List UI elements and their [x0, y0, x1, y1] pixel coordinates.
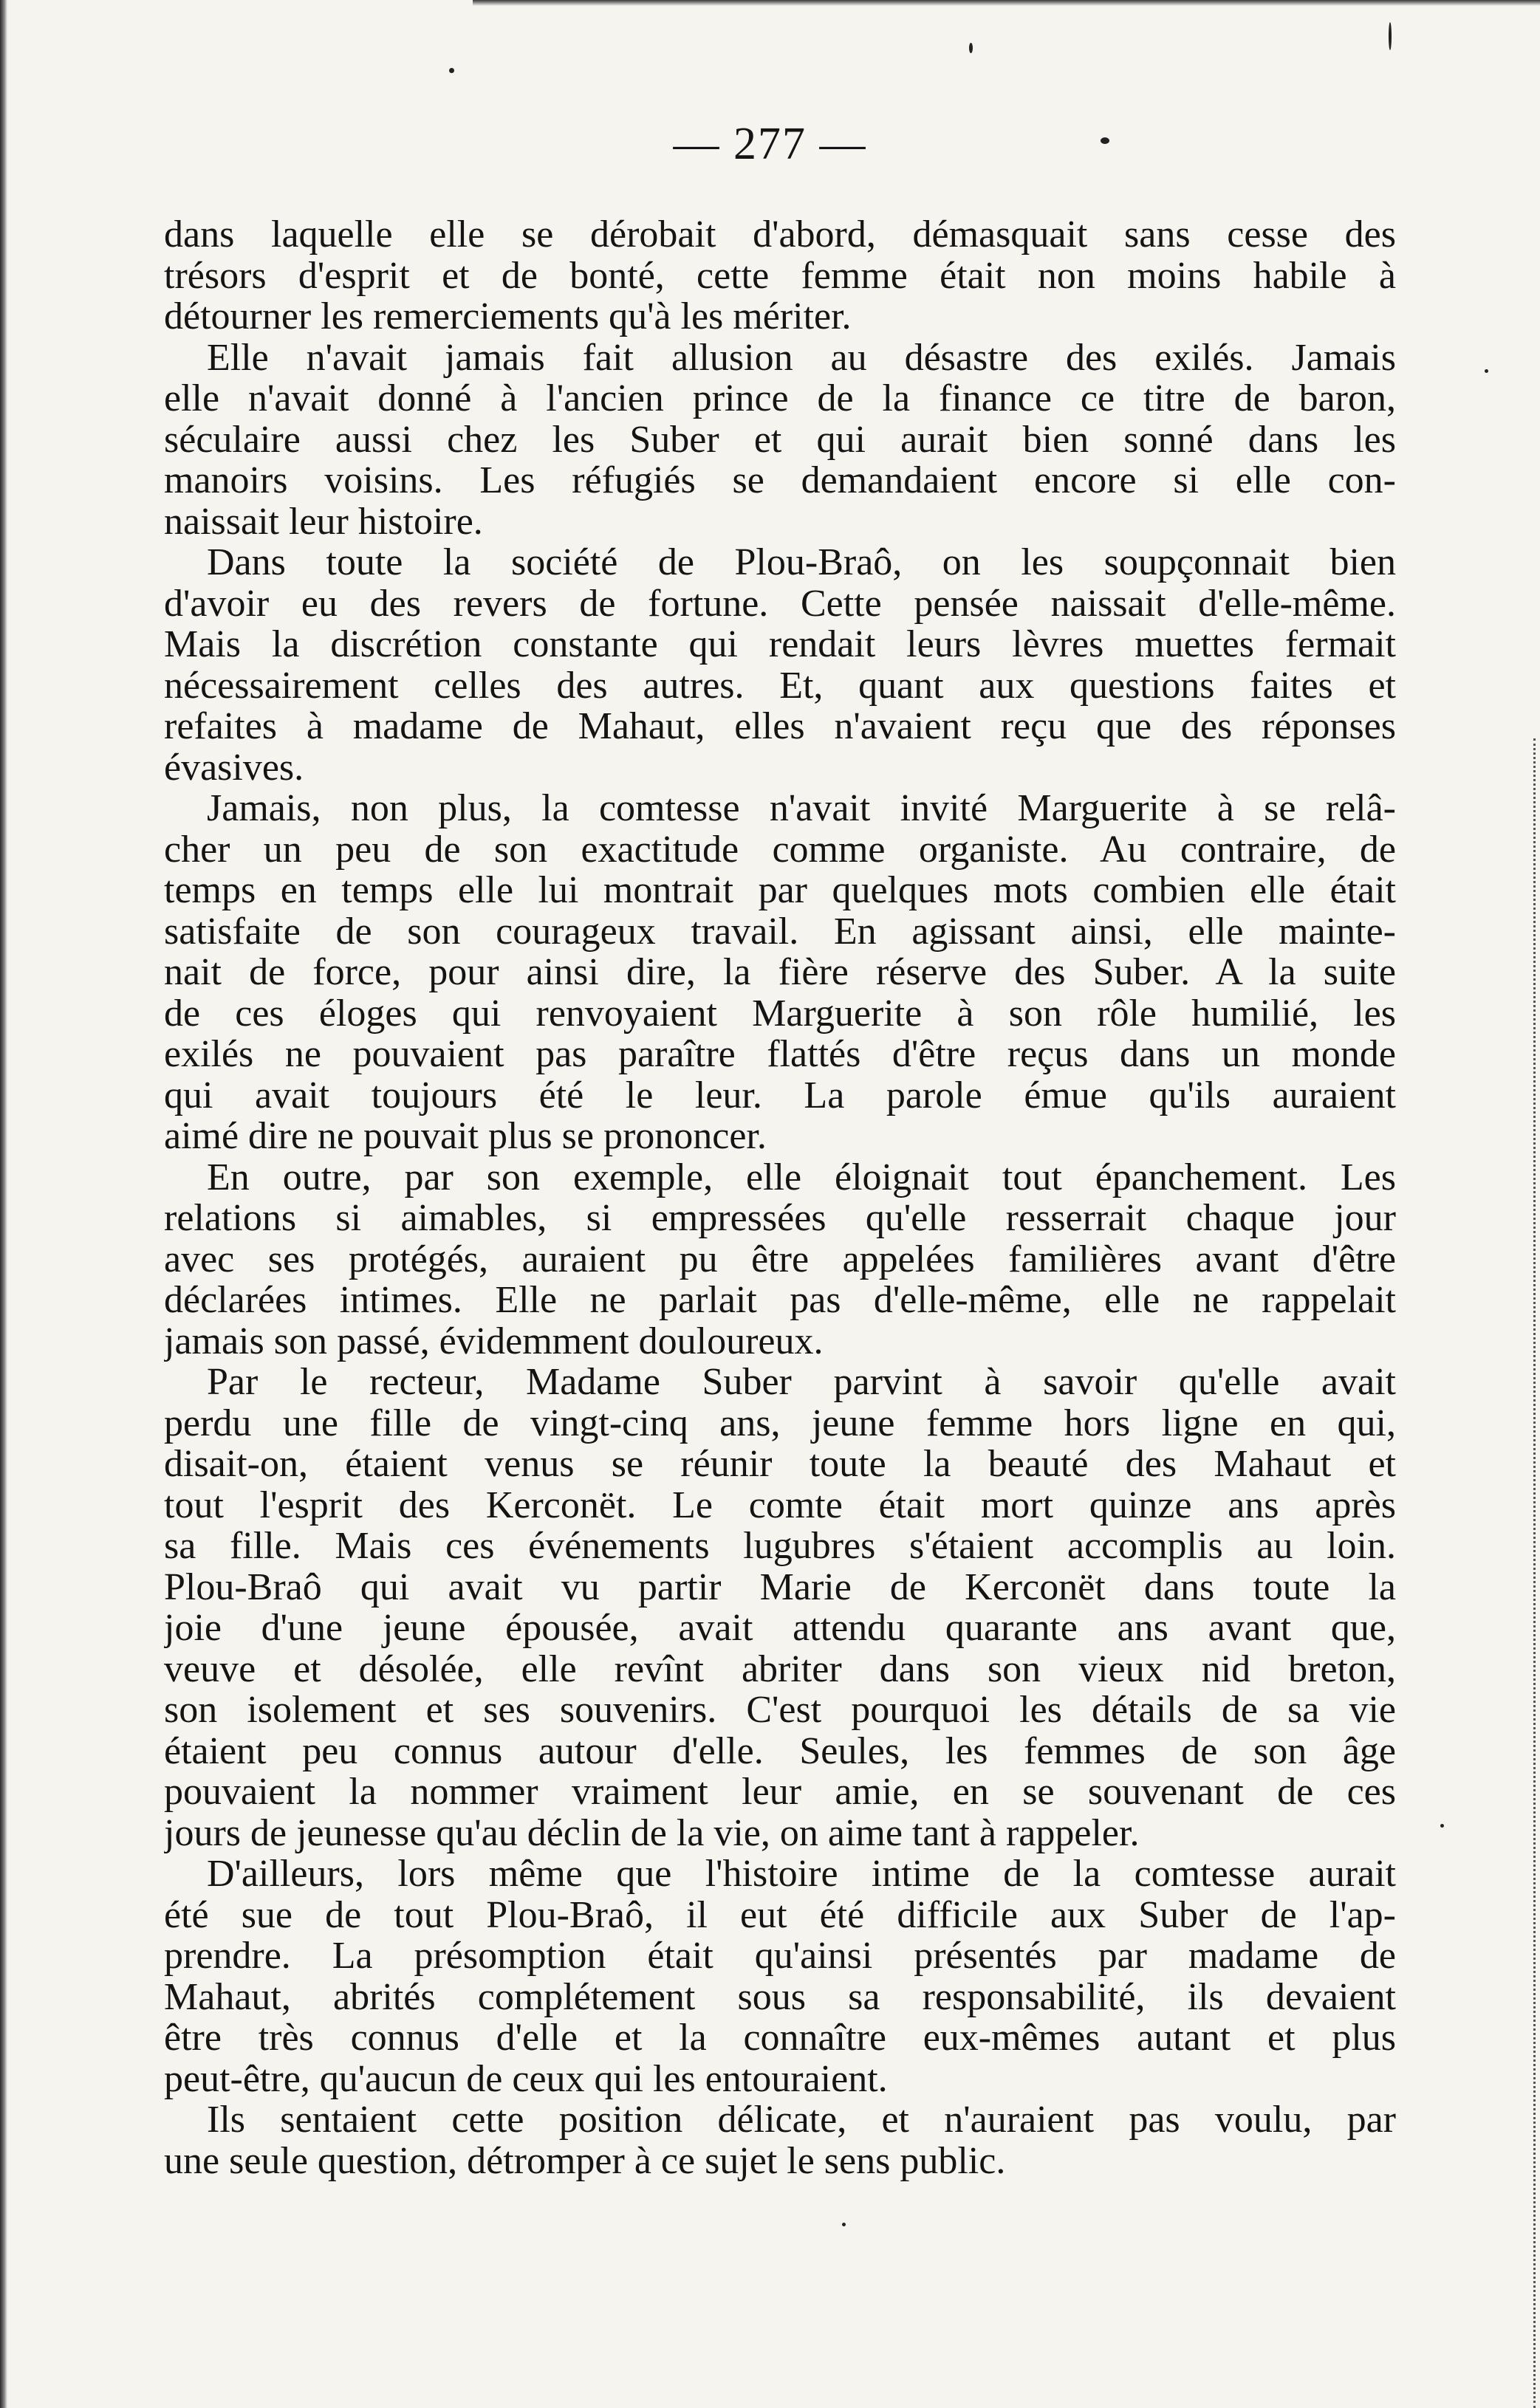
text-line: trésors d'esprit et de bonté, cette femme était non moins habile à — [164, 255, 1396, 296]
paragraph — [164, 1157, 1396, 1362]
text-line: manoirs voisins. Les réfugiés se demandaient encore si elle con- — [164, 460, 1396, 501]
text-line: Mahaut, abrités complétement sous sa responsabilité, ils devaient — [164, 1976, 1396, 2017]
paragraph — [164, 337, 1396, 543]
text-line: peut-être, qu'aucun de ceux qui les entouraient. — [164, 2058, 888, 2099]
text-line: naissait leur histoire. — [164, 501, 483, 542]
text-line: exilés ne pouvaient pas paraître flattés d'être reçus dans un monde — [164, 1034, 1396, 1075]
text-line: été sue de tout Plou-Braô, il eut été difficile aux Suber de l'ap- — [164, 1894, 1396, 1935]
text-line: joie d'une jeune épousée, avait attendu quarante ans avant que, — [164, 1608, 1396, 1649]
text-line: perdu une fille de vingt-cinq ans, jeune femme hors ligne en qui, — [164, 1402, 1396, 1444]
text-line: relations si aimables, si empressées qu'elle resserrait chaque jour — [164, 1198, 1396, 1239]
text-line: cher un peu de son exactitude comme organiste. Au contraire, de — [164, 829, 1396, 870]
paragraph — [164, 1853, 1396, 2099]
text-line: disait-on, étaient venus se réunir toute la beauté des Mahaut et — [164, 1444, 1396, 1485]
paragraph — [164, 2099, 1396, 2181]
text-line: qui avait toujours été le leur. La parole émue qu'ils auraient — [164, 1074, 1396, 1116]
text-line: son isolement et ses souvenirs. C'est pourquoi les détails de sa vie — [164, 1690, 1396, 1731]
text-line: Ils sentaient cette position délicate, et n'auraient pas voulu, par — [207, 2099, 1396, 2141]
text-line: jours de jeunesse qu'au déclin de la vie, on aime tant à rappeler. — [164, 1812, 1140, 1853]
print-speck — [842, 2223, 846, 2226]
text-line: tout l'esprit des Kerconët. Le comte était mort quinze ans après — [164, 1484, 1396, 1526]
text-line: séculaire aussi chez les Suber et qui aurait bien sonné dans les — [164, 419, 1396, 460]
text-line: nait de force, pour ainsi dire, la fière réserve des Suber. A la suite — [164, 952, 1396, 993]
paragraph — [164, 1362, 1396, 1853]
text-line: Elle n'avait jamais fait allusion au désastre des exilés. Jamais — [207, 337, 1396, 378]
page-number: — 277 — — [673, 119, 867, 169]
paragraph — [164, 542, 1396, 788]
text-line: être très connus d'elle et la connaître eux-mêmes autant et plus — [164, 2017, 1396, 2059]
body-text — [164, 214, 1396, 2181]
text-line: D'ailleurs, lors même que l'histoire intime de la comtesse aurait — [207, 1853, 1396, 1895]
text-line: satisfaite de son courageux travail. En agissant ainsi, elle mainte- — [164, 910, 1396, 952]
text-line: En outre, par son exemple, elle éloignait tout épanchement. Les — [207, 1156, 1396, 1198]
text-line: elle n'avait donné à l'ancien prince de la finance ce titre de baron, — [164, 378, 1396, 419]
text-line: une seule question, détromper à ce sujet le sens public. — [164, 2140, 1006, 2181]
text-line: dans laquelle elle se dérobait d'abord, démasquait sans cesse des — [164, 214, 1396, 255]
text-line: Mais la discrétion constante qui rendait leurs lèvres muettes fermait — [164, 624, 1396, 665]
text-line: détourner les remerciements qu'à les mériter. — [164, 296, 852, 337]
text-line: sa fille. Mais ces événements lugubres s'étaient accomplis au loin. — [164, 1526, 1396, 1567]
text-line: Par le recteur, Madame Suber parvint à savoir qu'elle avait — [207, 1362, 1396, 1403]
text-line: aimé dire ne pouvait plus se prononcer. — [164, 1116, 767, 1157]
text-line: veuve et désolée, elle revînt abriter dans son vieux nid breton, — [164, 1648, 1396, 1690]
text-line: déclarées intimes. Elle ne parlait pas d'elle-même, elle ne rappelait — [164, 1280, 1396, 1321]
text-line: temps en temps elle lui montrait par quelques mots combien elle était — [164, 870, 1396, 911]
paragraph — [164, 788, 1396, 1157]
print-speck — [1440, 1824, 1444, 1828]
print-speck — [969, 43, 973, 53]
print-speck — [449, 68, 454, 73]
text-line: de ces éloges qui renvoyaient Marguerite à son rôle humilié, les — [164, 992, 1396, 1034]
print-speck — [1485, 369, 1488, 373]
text-line: refaites à madame de Mahaut, elles n'avaient reçu que des réponses — [164, 706, 1396, 747]
text-line: Plou-Braô qui avait vu partir Marie de Kerconët dans toute la — [164, 1566, 1396, 1608]
text-line: avec ses protégés, auraient pu être appelées familières avant d'être — [164, 1238, 1396, 1280]
text-line: Jamais, non plus, la comtesse n'avait invité Marguerite à se relâ- — [207, 788, 1396, 829]
page-edge-left — [0, 0, 7, 2408]
print-speck — [1389, 22, 1392, 50]
text-line: d'avoir eu des revers de fortune. Cette pensée naissait d'elle-même. — [164, 583, 1396, 624]
text-line: jamais son passé, évidemment douloureux. — [164, 1320, 824, 1362]
text-line: prendre. La présomption était qu'ainsi présentés par madame de — [164, 1935, 1396, 1977]
page-edge-top — [473, 0, 1540, 6]
text-line: Dans toute la société de Plou-Braô, on les soupçonnait bien — [207, 542, 1396, 583]
text-line: évasives. — [164, 747, 304, 788]
text-line: étaient peu connus autour d'elle. Seules, les femmes de son âge — [164, 1730, 1396, 1771]
text-line: nécessairement celles des autres. Et, quant aux questions faites et — [164, 665, 1396, 706]
text-line: pouvaient la nommer vraiment leur amie, en se souvenant de ces — [164, 1771, 1396, 1813]
page-edge-right — [1533, 738, 1540, 2408]
paragraph — [164, 214, 1396, 337]
